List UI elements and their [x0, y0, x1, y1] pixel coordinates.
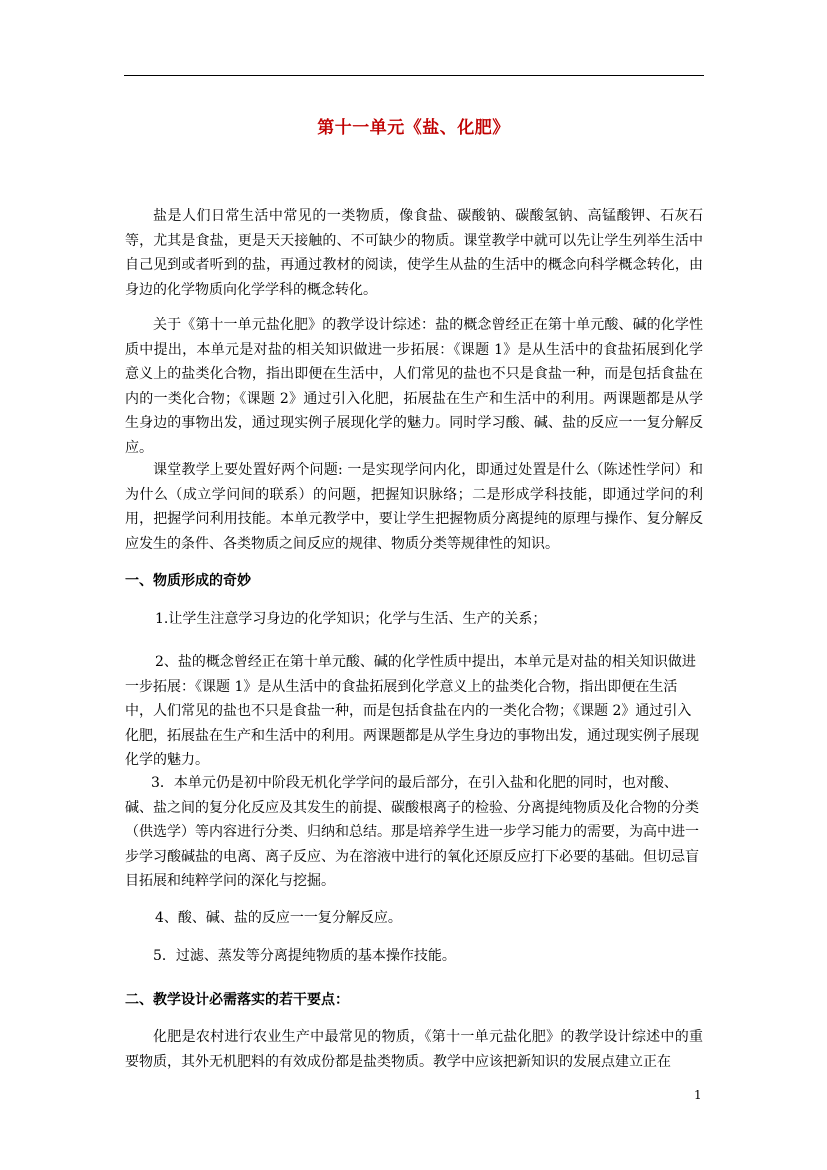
section-heading-2: 二、教学设计必需落实的若干要点：: [125, 992, 349, 1008]
section-heading-1: 一、物质形成的奇妙: [125, 573, 251, 589]
page-number: 1: [694, 1088, 702, 1102]
list-item-3: 3．本单元仍是初中阶段无机化学学问的最后部分，在引入盐和化肥的同时，也对酸、碱、盐之间的复分化反应及其发生的前提、碳酸根离子的检验、分离提纯物质及化合物的分类（供选学）等内容进行分类、归纳和总结。那是培养学生进一步学习能力的需要，为高中进一步学习酸碱盐的电离、离子反应、为在溶液中进行的氧化还原反应打下必要的基础。但切忌盲目拓展和纯粹学问的深化与挖掘。: [125, 775, 699, 889]
paragraph-fertilizer: 化肥是农村进行农业生产中最常见的物质，《第十一单元盐化肥》的教学设计综述中的重要物质，其外无机肥料的有效成份都是盐类物质。教学中应该把新知识的发展点建立正在: [125, 1029, 703, 1070]
list-item-4: 4、酸、碱、盐的反应一一复分解反应。: [155, 910, 402, 926]
paragraph-overview: 关于《第十一单元盐化肥》的教学设计综述：盐的概念曾经正在第十单元酸、碱的化学性质中提出，本单元是对盐的相关知识做进一步拓展：《课题 1》是从生活中的食盐拓展到化学意义上的盐类化合物，指出即便在生活中，人们常见的盐也不只是食盐一种，而是包括食盐在内的一类化合物；《课题 2》通过引入化肥，拓展盐在生产和生活中的利用。两课题都是从学生身边的事物出发，通过现实例子展现化学的魅力。同时学习酸、碱、盐的反应一一复分解反应。: [125, 317, 703, 456]
paragraph-teaching: 课堂教学上要处置好两个问题: 一是实现学问内化，即通过处置是什么（陈述性学问）和为什么（成立学问间的联系）的问题，把握知识脉络；二是形成学科技能，即通过学问的利用，把握学问利用技能。本单元教学中，要让学生把握物质分离提纯的原理与操作、复分解反应发生的条件、各类物质之间反应的规律、物质分类等规律性的知识。: [125, 462, 703, 552]
list-item-1: 1.让学生注意学习身边的化学知识；化学与生活、生产的关系；: [155, 611, 547, 627]
document-title: 第十一单元《盐、化肥》: [317, 118, 510, 138]
paragraph-intro: 盐是人们日常生活中常见的一类物质，像食盐、碳酸钠、碳酸氢钠、高锰酸钾、石灰石等，尤其是食盐，更是天天接触的、不可缺少的物质。课堂教学中就可以先让学生列举生活中自己见到或者听到的盐，再通过教材的阅读，使学生从盐的生活中的概念向科学概念转化，由身边的化学物质向化学学科的概念转化。: [125, 208, 703, 298]
list-item-2: 2、盐的概念曾经正在第十单元酸、碱的化学性质中提出，本单元是对盐的相关知识做进一步拓展：《课题 1》是从生活中的食盐拓展到化学意义上的盐类化合物，指出即便在生活中，人们常见的盐也不只是食盐一种，而是包括食盐在内的一类化合物；《课题 2》通过引入化肥，拓展盐在生产和生活中的利用。两课题都是从学生身边的事物出发，通过现实例子展现化学的魅力。: [125, 654, 699, 768]
header-rule: [124, 75, 704, 76]
list-item-5: 5．过滤、蒸发等分离提纯物质的基本操作技能。: [153, 948, 456, 964]
